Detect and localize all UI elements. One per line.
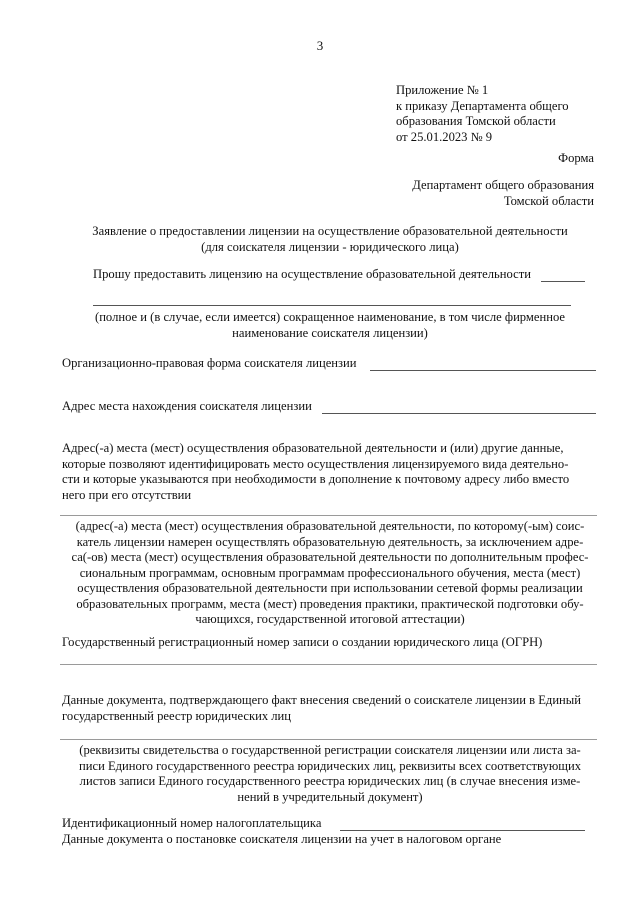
paragraph-line: сти и которые указываются при необходимости в дополнение к почтовому адресу либо вместо bbox=[62, 472, 570, 486]
applicant-name-hint bbox=[60, 310, 600, 341]
hint-line: писи Единого государственного реестра юридических лиц, реквизиты всех соответствующих bbox=[79, 758, 581, 773]
appendix-line: к приказу Департамента общего bbox=[396, 98, 569, 113]
hint-line: са(-ов) места (мест) осуществления образовательной деятельности по дополнительным профес- bbox=[71, 550, 589, 564]
inn-label: Идентификационный номер налогоплательщика bbox=[62, 816, 322, 830]
legal-form-line[interactable] bbox=[370, 370, 596, 371]
form-label: Форма bbox=[558, 151, 594, 165]
appendix-line: образования Томской области bbox=[396, 114, 556, 128]
egrul-doc-label bbox=[62, 693, 596, 724]
hint-line: образовательных программ, места (мест) проведения практики, практической подготовки обу- bbox=[76, 596, 584, 611]
appendix-line: Приложение № 1 bbox=[396, 83, 489, 97]
hint-line: листов записи Единого государственного реестра юридических лиц (в случае внесения изме- bbox=[79, 774, 581, 788]
ogrn-line[interactable] bbox=[60, 664, 597, 665]
paragraph-line: Адрес(-а) места (мест) осуществления образовательной деятельности и (или) другие данные, bbox=[62, 441, 564, 455]
egrul-doc-hint bbox=[52, 743, 608, 805]
appendix-block bbox=[396, 83, 626, 145]
inn-line[interactable] bbox=[340, 830, 585, 831]
hint-line: осуществления образовательной деятельности при использовании сетевой формы реализации bbox=[77, 581, 583, 595]
recipient-line: Томской области bbox=[503, 193, 594, 208]
activity-address-hint bbox=[52, 519, 608, 628]
hint-line: (полное и (в случае, если имеется) сокращенное наименование, в том числе фирменное bbox=[95, 310, 565, 324]
paragraph-line: Данные документа, подтверждающего факт внесения сведений о соискателе лицензии в Единый bbox=[62, 693, 581, 707]
title-line: Заявление о предоставлении лицензии на осуществление образовательной деятельности bbox=[92, 224, 568, 238]
egrul-doc-line[interactable] bbox=[60, 739, 597, 740]
address-label: Адрес места нахождения соискателя лицензии bbox=[62, 399, 312, 413]
address-line[interactable] bbox=[322, 413, 596, 414]
request-text: Прошу предоставить лицензию на осуществление образовательной деятельности bbox=[93, 267, 531, 281]
hint-line: нений в учредительный документ) bbox=[237, 789, 423, 804]
activity-address-line[interactable] bbox=[60, 515, 597, 516]
page-number: 3 bbox=[316, 38, 324, 53]
title-line: (для соискателя лицензии - юридического лица) bbox=[201, 239, 459, 254]
hint-line: (реквизиты свидетельства о государственной регистрации соискателя лицензии или листа за- bbox=[79, 743, 581, 757]
paragraph-line: него при его отсутствии bbox=[62, 487, 192, 502]
request-fill-line[interactable] bbox=[541, 281, 585, 282]
recipient-block bbox=[360, 178, 594, 209]
document-title bbox=[60, 224, 600, 255]
paragraph-line: государственный реестр юридических лиц bbox=[62, 708, 292, 723]
hint-line: чающихся, государственной итоговой аттестации) bbox=[195, 612, 465, 626]
hint-line: наименование соискателя лицензии) bbox=[232, 325, 428, 340]
applicant-name-line[interactable] bbox=[93, 305, 571, 306]
appendix-line: от 25.01.2023 № 9 bbox=[396, 129, 493, 144]
hint-line: (адрес(-а) места (мест) осуществления образовательной деятельности, по которому(-ым) соис- bbox=[75, 519, 585, 533]
hint-line: катель лицензии намерен осуществлять образовательную деятельность, за исключением адре- bbox=[76, 534, 584, 549]
hint-line: сиональным программам, основным программам профессионального обучения, места (мест) bbox=[79, 565, 581, 580]
activity-address-label bbox=[62, 441, 596, 503]
paragraph-line: которые позволяют идентифицировать место осуществления лицензируемого вида деятельно- bbox=[62, 456, 569, 471]
ogrn-label: Государственный регистрационный номер записи о создании юридического лица (ОГРН) bbox=[62, 635, 543, 649]
recipient-line: Департамент общего образования bbox=[412, 178, 594, 192]
tax-doc-label: Данные документа о постановке соискателя лицензии на учет в налоговом органе bbox=[62, 832, 502, 846]
legal-form-label: Организационно-правовая форма соискателя лицензии bbox=[62, 356, 357, 370]
